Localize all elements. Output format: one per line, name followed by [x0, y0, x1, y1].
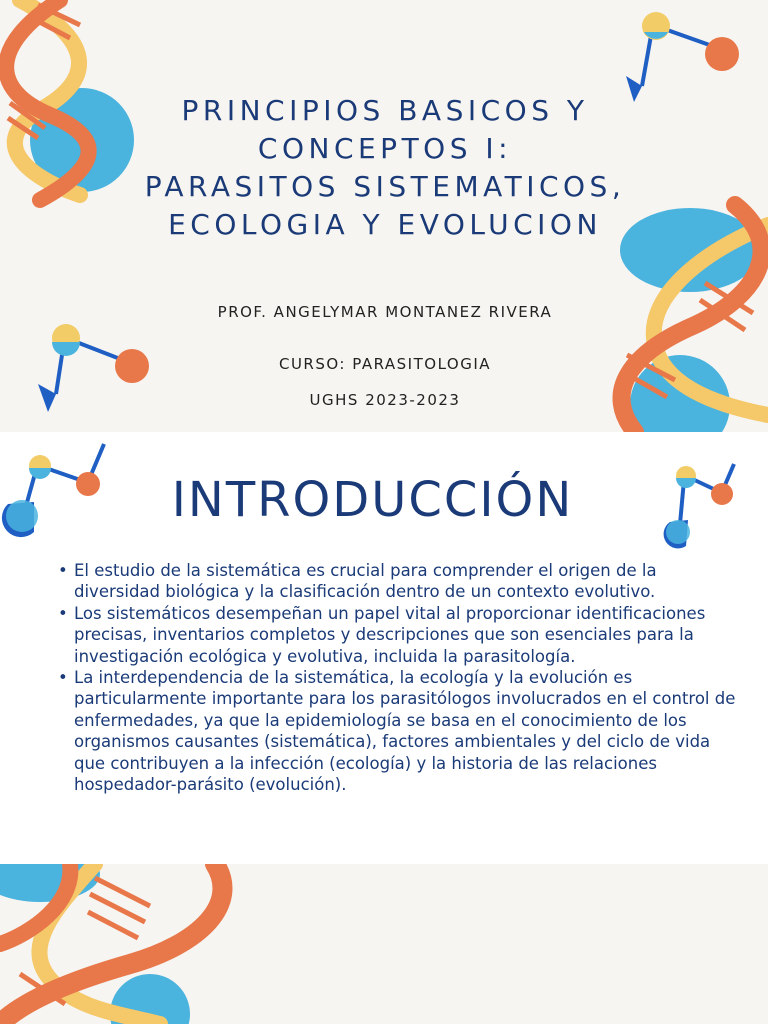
molecule-decoration-top-right: [620, 6, 750, 106]
list-item: [58, 560, 738, 603]
bullet-text: La interdependencia de la sistemática, la ecología y la evolución es particularmente importante para los parasitólogos involucrados en el control de enfermedades, ya que la epidemiología se basa en el conocimiento de los organismos causantes (sistemática), factores ambientales y del ciclo de vida que contribuyen a la infección (ecología) y la historia de las relaciones hospedador-parásito (evolución).: [74, 668, 736, 795]
introduction-heading: INTRODUCCIÓN: [171, 472, 574, 528]
bullet-icon: •: [58, 603, 68, 623]
dna-helix-decoration-bottom-left: [0, 864, 230, 1024]
next-slide-partial: [0, 864, 768, 1024]
title-slide: [0, 0, 768, 432]
presentation-title: PRINCIPIOS BASICOS Y CONCEPTOS I: PARASITOS SISTEMATICOS, ECOLOGIA Y EVOLUCION: [144, 94, 626, 241]
course-name: CURSO: PARASITOLOGIA: [278, 355, 492, 373]
term-label: UGHS 2023-2023: [309, 391, 461, 409]
bullet-icon: •: [58, 668, 68, 688]
bullet-text: El estudio de la sistemática es crucial para comprender el origen de la diversidad biológica y la clasificación dentro de un contexto evolutivo.: [74, 561, 657, 602]
molecule-decoration-left: [30, 318, 155, 418]
bullet-icon: •: [58, 561, 68, 580]
bullet-text: Los sistemáticos desempeñan un papel vital al proporcionar identificaciones precisas, inventarios completos y descripciones que son esenciales para la investigación ecológica y evolutiva, incluida la parasitología.: [74, 603, 706, 666]
introduction-slide: [0, 432, 768, 864]
professor-name: PROF. ANGELYMAR MONTANEZ RIVERA: [217, 303, 553, 321]
introduction-bullet-list: [58, 560, 738, 795]
list-item: [58, 603, 738, 667]
list-item: [58, 667, 738, 795]
